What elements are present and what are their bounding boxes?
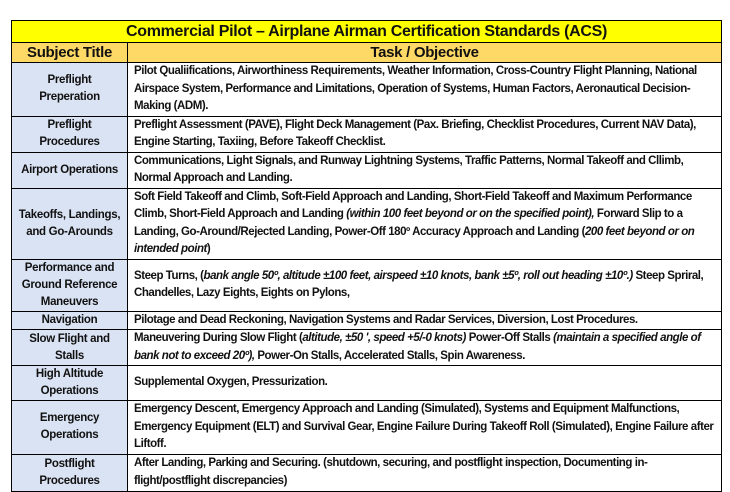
table-row bbox=[12, 63, 722, 117]
subject-title-cell: Slow Flight and Stalls bbox=[12, 330, 128, 366]
task-objective-cell bbox=[128, 401, 722, 455]
subject-title-cell: Navigation bbox=[12, 311, 128, 330]
header-row bbox=[12, 43, 722, 63]
header-subject-title: Subject Title bbox=[12, 43, 128, 63]
task-text: Emergency Descent, Emergency Approach and Landing (Simulated), Systems and Equipment Malfunctions, Emergency Equipment (ELT) and Survival Gear, Engine Failure During Takeoff Roll (Simulated), Engine Failure after Liftoff. bbox=[134, 403, 714, 450]
task-text: Steep Turns, ( bbox=[134, 269, 204, 282]
task-text: ) bbox=[206, 243, 211, 255]
table-row bbox=[12, 116, 722, 152]
table-row bbox=[12, 311, 722, 330]
task-text: Power-On Stalls, Accelerated Stalls, Spin Awareness. bbox=[254, 349, 525, 362]
table-title: Commercial Pilot – Airplane Airman Certification Standards (ACS) bbox=[12, 21, 722, 43]
table-row bbox=[12, 330, 722, 366]
task-text: Communications, Light Signals, and Runway Lightning Systems, Traffic Patterns, Normal Takeoff and Cllimb, Normal Approach and Landing. bbox=[134, 154, 684, 184]
table-row bbox=[12, 454, 722, 491]
subject-title-cell: Preflight Procedures bbox=[12, 116, 128, 152]
task-text: After Landing, Parking and Securing. (shutdown, securing, and postflight inspection, Documenting in-flight/postflight discrepancies) bbox=[134, 457, 648, 487]
task-objective-cell bbox=[128, 454, 722, 491]
task-objective-cell bbox=[128, 188, 722, 259]
subject-title-cell: Airport Operations bbox=[12, 152, 128, 188]
task-note-italic: altitude, ±50 ', speed +5/-0 knots) bbox=[302, 332, 466, 344]
subject-title-cell: Emergency Operations bbox=[12, 401, 128, 455]
task-objective-cell bbox=[128, 330, 722, 366]
task-objective-cell bbox=[128, 366, 722, 401]
task-note-italic: 200 feet beyond or on intended point bbox=[134, 225, 695, 255]
subject-title-cell: High Altitude Operations bbox=[12, 366, 128, 401]
task-text: Forward Slip to a Landing, Go-Around/Rejected Landing, Power-Off 180º Accuracy Approach and Landing ( bbox=[134, 208, 683, 238]
task-objective-cell bbox=[128, 116, 722, 152]
task-text: Maneuvering During Slow Flight ( bbox=[134, 332, 303, 344]
task-note-italic: (maintain a specified angle of bank not to exceed 20º), bbox=[134, 332, 701, 362]
header-task-objective: Task / Objective bbox=[128, 43, 722, 63]
acs-table bbox=[11, 20, 722, 492]
task-text: Preflight Assessment (PAVE), Flight Deck Management (Pax. Briefing, Checklist Procedures, Current NAV Data), Engine Starting, Taxiing, Before Takeoff Checklist. bbox=[134, 118, 696, 148]
table-row bbox=[12, 188, 722, 259]
table-row bbox=[12, 366, 722, 401]
subject-title-cell: Takeoffs, Landings, and Go-Arounds bbox=[12, 188, 128, 259]
subject-title-cell: Preflight Preperation bbox=[12, 63, 128, 117]
task-note-italic: bank angle 50º, altitude ±100 feet, airspeed ±10 knots, bank ±5º, roll out heading ±10º.) bbox=[203, 269, 633, 282]
task-objective-cell bbox=[128, 63, 722, 117]
title-row bbox=[12, 21, 722, 43]
table-row bbox=[12, 401, 722, 455]
task-objective-cell bbox=[128, 311, 722, 330]
table-row bbox=[12, 152, 722, 188]
task-text: Pilotage and Dead Reckoning, Navigation Systems and Radar Services, Diversion, Lost Procedures. bbox=[134, 313, 638, 326]
task-text: Steep Spriral, Chandelles, Lazy Eights, Eights on Pylons, bbox=[134, 269, 704, 299]
task-objective-cell bbox=[128, 259, 722, 311]
subject-title-cell: Performance and Ground Reference Maneuvers bbox=[12, 259, 128, 311]
table-row bbox=[12, 259, 722, 311]
task-note-italic: (within 100 feet beyond or on the specified point), bbox=[346, 208, 595, 220]
task-text: Pilot Qualiifications, Airworthiness Requirements, Weather Information, Cross-Country Flight Planning, National Airspace System, Performance and Limitations, Operation of Systems, Human Factors, Aeronautical Decision-Making (ADM). bbox=[134, 65, 697, 112]
task-text: Power-Off Stalls bbox=[465, 332, 554, 344]
task-text: Soft Field Takeoff and Climb, Soft-Field Approach and Landing, Short-Field Takeoff and Maximum Performance Climb, Short-Field Approach and Landing bbox=[134, 190, 692, 220]
task-text: Supplemental Oxygen, Pressurization. bbox=[134, 376, 328, 389]
task-objective-cell bbox=[128, 152, 722, 188]
subject-title-cell: Postflight Procedures bbox=[12, 454, 128, 491]
